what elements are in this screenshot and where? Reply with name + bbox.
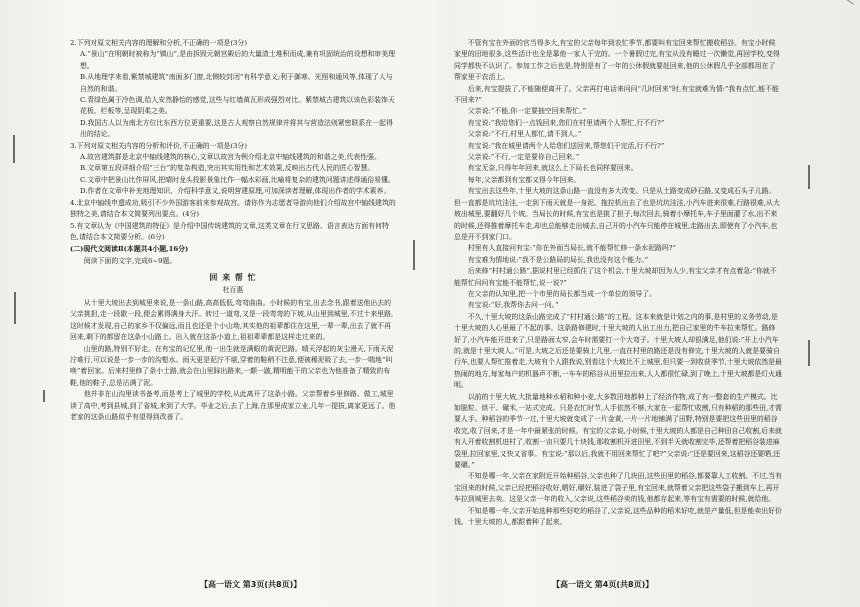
story-paragraph: 每年,父亲都到有宝都又得今年回来。 bbox=[467, 175, 581, 184]
question-2-option-c: C.青绿色属于冷色调,给人安然静怡的感觉,这些与红墙黄瓦形成强烈对比。紫禁城古建筑以该色彩装饰天花板、栏板等,呈现阴柔之美。 bbox=[80, 96, 395, 116]
page-3 bbox=[70, 38, 396, 585]
story-paragraph: 山里的路,特别不好走。在有宝的记忆里,他一出生就是满眼的黄泥巴路。晴天浮起的灰尘漫天,下雨天泥泞难行,可以说是一步一步的沟壑水。雨天更是泥泞不堪,穿着的鞋稍不注意,便被稀泥吸了去,一步一喘地“叫唤”着回家。后来村里修了条小土路,就会在山里踩出路来,一颠一跛,精明能干的父亲也为他准备了精致的布鞋,他的鞋子,总是沾满了泥。 bbox=[70, 344, 394, 387]
story-paragraph: 从十里大坡出去到城里来说,是一条山路,高高低低,弯弯曲曲。小时候的有宝,出去念书,跟着送他出去的父亲挑担,走一段歇一段,便会累得满身大汗。转过一道弯,又是一段弯弯的下坡,从山里到城里,不过十来里路,这时候才发现,自己的家乡不仅偏远,而且也还是个小山坳,其实他的祖辈都住在这里,一辈一辈,出去了就不再回来,剩下的都留在这条小山路上。出入就在这条小道上,祖祖辈辈都是这样走过来的。 bbox=[70, 298, 394, 342]
story-paragraph: 后来修“村村通公路”,据说村里已经抓住了这个机会,十里大坡却因为人少,有宝父亲才有点着急:“你就不能帮忙问问有宝能不能帮忙,说一说?” bbox=[454, 267, 777, 287]
story-paragraph: 在父亲的认知里,把一个市里的局长都当成一个单位的领导了。 bbox=[467, 289, 657, 298]
question-2-option-d: D.我国古人以为南北方位比东西方位更重要,这是古人观察自然规律并将其与营造法则紧密联系在一起得出的结论。 bbox=[80, 118, 393, 139]
dialogue-line: 有宝说:“好,我帮你去问一问。” bbox=[467, 301, 559, 310]
story-paragraph: 以前的十里大坡,大批量地种水稻和种小麦,大多数田地都种上了经济作物,成了有一整套的生产模式。比如脱粒、烘干、碾米,一站式完成。只是农忙时节,人手依然不够,大家在一起帮忙收割,只有种稻的那些田,才需要人手。种稻谷的季节一过,十里大坡就变成了一片金黄,一片一片地铺满了田野,特别是要把这些田里的稻谷收完,收了回来,才是一年中最紧张的时候。有宝的父亲说,小时候,十里大坡的人都是自己种田自己收割,后来就有人开着收割机进村了,收割一亩只要几十块钱,那收割机开进田里,不到半天就收割完毕,还帮着把稻谷装进麻袋里,拉回家里,又快又省事。有宝说:“那以后,我就不用回来帮忙了吧?”父亲说:“还是要回来,这稻谷还要晒,还要碾。” bbox=[454, 392, 782, 470]
question-2 bbox=[70, 38, 396, 141]
dialogue-line: 父亲说:“不行,一定是要你自己回来。” bbox=[467, 153, 580, 162]
story-author: 杜百惠 bbox=[222, 285, 244, 294]
story-paragraph: 有宝出去这些年,十里大坡的这条山路一直没有多大改变。只是从土路变成砂石路,又变成石头子儿路。但一直都是坑坑洼洼,一走到下雨天就是一身泥。拖拉机出去了也是坑坑洼洼,小汽车进来很难,行路很难,从大坡出城里,要翻好几个坡。当局长的时候,有宝也是挑了担子,每次回去,骑着小摩托车,车子里面灌了水,出不来的时候,还得推着摩托车走,却也总能够走出城去,自己开的小汽车只能停在城里,走路出去,即使有了小汽车,也总是开不到家门口。 bbox=[454, 187, 780, 241]
question-3 bbox=[70, 141, 396, 198]
dialogue-line: 有宝说:“我给您们一点钱回来,您们在村里请两个人帮忙,行不行?” bbox=[467, 118, 665, 127]
page-footer-3: 【高一语文 第3页(共8页)】 bbox=[200, 580, 302, 589]
section-heading: (二)现代文阅读Ⅱ(本题共4小题,16分) bbox=[70, 245, 189, 254]
story-paragraph: 不管有宝在外面的官当得多大,有宝的父亲每年到农忙季节,都要叫有宝回来帮忙搬收稻谷。有宝小时候家里的田地很多,这些活计也全是靠他一家人干完的。一个暑假过完,有宝从没有睡过一次懒觉,再回学校,变得同学都快不认识了。参加工作之后也是,特别是有了一年的公休假就要赶回来,他的公休假几乎全部都用在了帮家里干农活上。 bbox=[454, 39, 780, 82]
question-3-option-a: A.故宫建筑群是北京中轴线建筑的核心,文章以故宫为例介绍北京中轴线建筑的和谐之美,代表性强。 bbox=[80, 153, 381, 162]
question-3-option-b: B.文章第五段详细介绍“三台”的复杂构造,突出其实用性和艺术效果,反映出古代人民的匠心智慧。 bbox=[80, 164, 375, 173]
pencil-mark bbox=[413, 240, 415, 270]
page-4 bbox=[454, 38, 782, 585]
question-2-stem: 2.下列对原文相关内容的理解和分析,不正确的一项是(3分) bbox=[70, 39, 248, 47]
pencil-mark bbox=[13, 135, 15, 163]
reading-instruction: 阅读下面的文字,完成6~9题。 bbox=[83, 256, 177, 265]
question-2-option-b: B.从地理学来看,紫禁城建筑“南面多门窗,北侧较封闭”有科学意义;利于御寒、光照和通风等,体现了人与自然的和谐。 bbox=[80, 73, 393, 93]
question-3-stem: 3.下列对原文相关内容的分析和评价,不正确的一项是(3分) bbox=[70, 141, 248, 150]
story-paragraph: 有宝无奈,只得年年回来,就这么上下局长也同样要回来。 bbox=[467, 164, 638, 173]
question-3-option-d: D.作者在文章中补充地理知识、介绍科学意义,说明营建原理,可加深读者理解,体现出作者的学术素养。 bbox=[80, 187, 391, 196]
story-title: 回 来 帮 忙 bbox=[209, 272, 257, 283]
dialogue-line: 父亲说:“不行,村里人都忙,请不到人。” bbox=[467, 130, 582, 139]
story-paragraph: 不知是哪一年,父亲在家附近开始种稻谷,父亲也种了几块田,这些田里的稻谷,都要靠人工收割。不过,当有宝回来的时候,父亲已经把稻谷收好,晒好,碾好,装进了袋子里,有宝回来,就帮着父亲把这些袋子搬到车上,再开车拉到城里去卖。这是父亲一年的收入,父亲说,这些稻谷卖的钱,他都存起来,等有宝有需要的时候,就给他。 bbox=[454, 472, 782, 504]
story-paragraph: 不久,十里大坡的这条山路完成了“村村通公路”的工程。这本来就是计划之内的事,是村里的义务劳动,是十里大坡的人心里最了不起的事。这条路修建时,十里大坡的人出工出力,把自己家里的牛车拉来帮忙。路修好了,小汽车能开进来了,只是路面太窄,会车时需要打一个大弯子。十里大坡人却很满足,他们说:“开上小汽车的,就是十里大坡人。”可是,大坡之后还是要骑上几里,一直在村里的路还是没有修完,十里大坡的人就是要骑自行车,也要人帮忙推着走,大坡有个人跟我说,别看这个大坡比不上城里,但只要一到收获季节,十里大坡依然是最热闹的地方,每家每户的机器声不断,一车车的稻谷从田里拉出来,人人都很忙碌,到了晚上,十里大坡都是灯火通明。 bbox=[454, 312, 782, 390]
pencil-mark bbox=[808, 340, 810, 366]
question-2-option-a: A.“景山”在明朝时被称为“镇山”,是由拆毁元朝宫殿后的大量渣土堆积而成,兼有巩固统治的设想和审美理想。 bbox=[80, 50, 396, 70]
question-3-option-c: C.文章中把景山比作屏风,把晴时龙头投影景象比作一幅水彩画,比喻将复杂的建筑问题讲述得通俗易懂。 bbox=[80, 175, 395, 184]
dialogue-line: 父亲说:“不能,你一定要抽空回来帮忙。” bbox=[467, 107, 587, 116]
question-5: 5.有文章认为《中国建筑的特征》是介绍中国传统建筑的文章,这类文章在行文思路、语言表达方面有何特色,请结合本文简要分析。(6分) bbox=[70, 221, 389, 241]
question-4: 4.北京中轴线申遗成功,吸引不少外国游客前来参观故宫。请你作为志愿者导游向他们介绍故宫中轴线建筑的独特之美,请结合本文简要列出要点。(4分) bbox=[70, 198, 396, 219]
page-footer-4: 【高一语文 第4页(共8页)】 bbox=[552, 580, 654, 589]
story-paragraph: 后来,有宝提拔了,不能随便离开了。父亲再打电话来问问“几时回来”时,有宝就难为情:“我有点忙,能不能不回来?” bbox=[454, 84, 779, 105]
pencil-mark bbox=[43, 390, 45, 402]
dialogue-line: 村里有人直接问有宝:“你在外面当局长,就不能帮忙修一条水泥路吗?” bbox=[467, 244, 676, 253]
pencil-mark bbox=[14, 292, 16, 324]
dialogue-line: 有宝难为情地说:“我不是公路局的局长,我也没有这个能力。” bbox=[467, 255, 649, 264]
story-paragraph: 他并非在山沟里读书备考,而是考上了城里的学校,从此离开了这条小路。父亲帮着乡里修路、做工,城里读了高中,考到县城,到了省城,来到了大学。毕业之后,去了上海,在那里成家立业,几年一提拔,离家更远了。他老家的这条山路似乎有望得到改善了。 bbox=[70, 390, 396, 421]
dialogue-line: 有宝说:“我在城里请两个人给您们送回来,帮您们干完活,行不行?” bbox=[467, 141, 665, 150]
story-paragraph: 不知是哪一年,父亲开始选种那些好吃的稻谷了,父亲说,这些品种的稻米好吃,就是产量低,但是能卖出好价钱。十里大坡的人,都跟着种了起来。 bbox=[454, 506, 782, 527]
pencil-mark bbox=[808, 165, 810, 189]
